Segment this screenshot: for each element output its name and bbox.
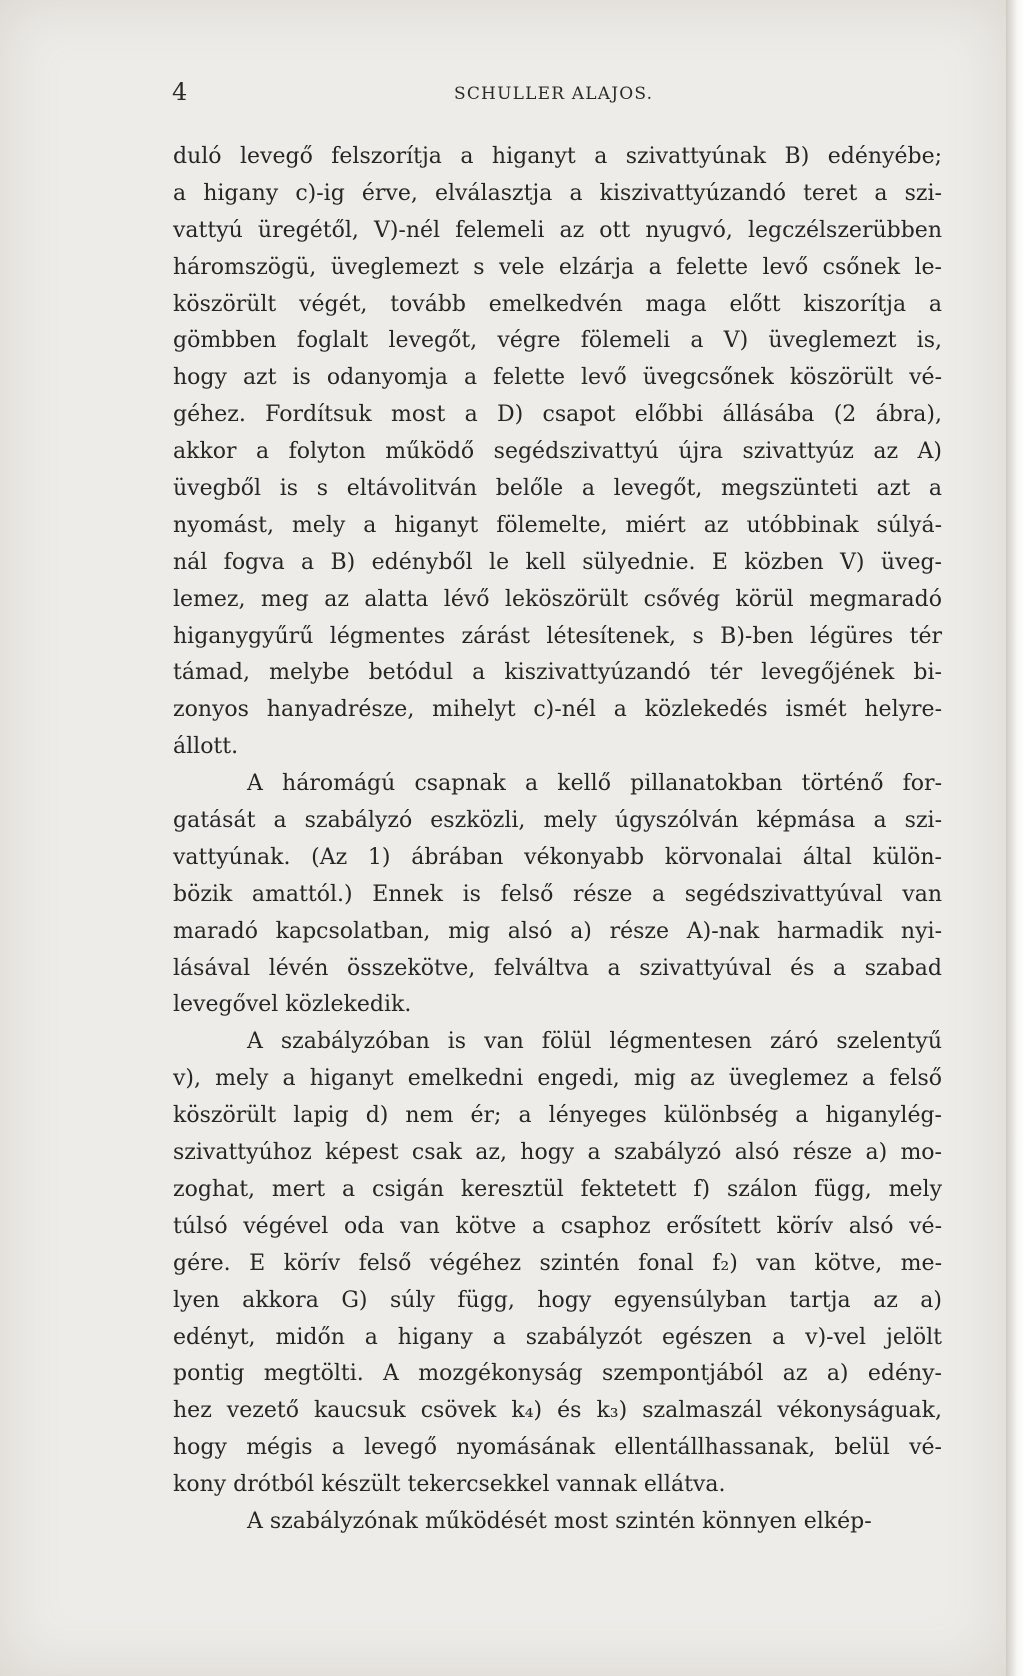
text-line: köszörült lapig d) nem ér; a lényeges különbség a higanylég- [173,1103,942,1129]
text-line: gatását a szabályzó eszközli, mely úgyszólván képmása a szi- [173,808,942,834]
page-number: 4 [172,78,188,106]
paragraph-start-line: A szabályzóban is van fölül légmentesen záró szelentyű [247,1029,942,1055]
text-line: támad, melybe betódul a kiszivattyúzandó tér levegőjének bi- [173,660,942,686]
page-header [172,78,942,108]
page-edge [1006,0,1024,1676]
text-line: gére. E körív felső végéhez szintén fonal f₂) van kötve, me- [173,1250,942,1276]
text-line: köszörült végét, tovább emelkedvén maga előtt kiszorítja a [173,291,942,317]
text-line: állott. [173,734,239,760]
text-line: nyomást, mely a higanyt fölemelte, miért az utóbbinak súlyá- [173,512,942,538]
text-line: a higany c)-ig érve, elválasztja a kiszivattyúzandó teret a szi- [173,180,942,206]
text-line: bözik amattól.) Ennek is felső része a segédszivattyúval van [173,881,942,907]
text-line: vattyúnak. (Az 1) ábrában vékonyabb körvonalai által külön- [173,844,942,870]
text-line: túlsó végével oda van kötve a csaphoz erősített körív alsó vé- [173,1213,942,1239]
body-text [173,139,942,1541]
text-line: lásával lévén összekötve, felváltva a szivattyúval és a szabad [173,955,942,981]
paragraph-start-line: A háromágú csapnak a kellő pillanatokban történő for- [247,771,942,797]
text-line: hogy mégis a levegő nyomásának ellentállhassanak, belül vé- [173,1435,942,1461]
text-line: edényt, midőn a higany a szabályzót egészen a v)-vel jelölt [173,1324,942,1350]
text-line: maradó kapcsolatban, mig alsó a) része A)-nak harmadik nyi- [173,918,942,944]
text-line: akkor a folyton működő segédszivattyú újra szivattyúz az A) [173,439,942,465]
text-line: zonyos hanyadrésze, mihelyt c)-nél a közlekedés ismét helyre- [173,697,942,723]
text-line: kony drótból készült tekercsekkel vannak ellátva. [173,1472,726,1498]
text-line: gömbben foglalt levegőt, végre fölemeli a V) üveglemezt is, [173,328,942,354]
text-line: szivattyúhoz képest csak az, hogy a szabályzó alsó része a) mo- [173,1140,942,1166]
text-line: duló levegő felszorítja a higanyt a szivattyúnak B) edényébe; [173,144,942,169]
text-line: nál fogva a B) edényből le kell sülyednie. E közben V) üveg- [173,549,942,575]
text-line: vattyú üregétől, V)-nél felemeli az ott nyugvó, legczélszerübben [173,217,942,243]
text-line: v), mely a higanyt emelkedni engedi, mig az üveglemez a felső [173,1066,942,1092]
text-line: háromszögü, üveglemezt s vele elzárja a felette levő csőnek le- [173,254,942,280]
running-head: SCHULLER ALAJOS. [454,84,654,104]
text-line: géhez. Fordítsuk most a D) csapot előbbi állásába (2 ábra), [173,402,942,428]
paragraph-start-line: A szabályzónak működését most szintén könnyen elkép- [247,1508,872,1534]
text-line: lyen akkora G) súly függ, hogy egyensúlyban tartja az a) [173,1287,942,1313]
text-line: hez vezető kaucsuk csövek k₄) és k₃) szalmaszál vékonyságuak, [173,1398,942,1424]
text-line: lemez, meg az alatta lévő leköszörült csővég körül megmaradó [173,586,942,612]
text-line: üvegből is s eltávolitván belőle a levegőt, megszünteti azt a [173,476,942,502]
text-line: higanygyűrű légmentes zárást létesítenek, s B)-ben légüres tér [173,623,942,649]
text-line: pontig megtölti. A mozgékonyság szempontjából az a) edény- [173,1361,942,1387]
text-line: zoghat, mert a csigán keresztül fektetett f) szálon függ, mely [173,1176,942,1202]
text-line: hogy azt is odanyomja a felette levő üvegcsőnek köszörült vé- [173,365,942,391]
text-line: levegővel közlekedik. [173,992,412,1018]
